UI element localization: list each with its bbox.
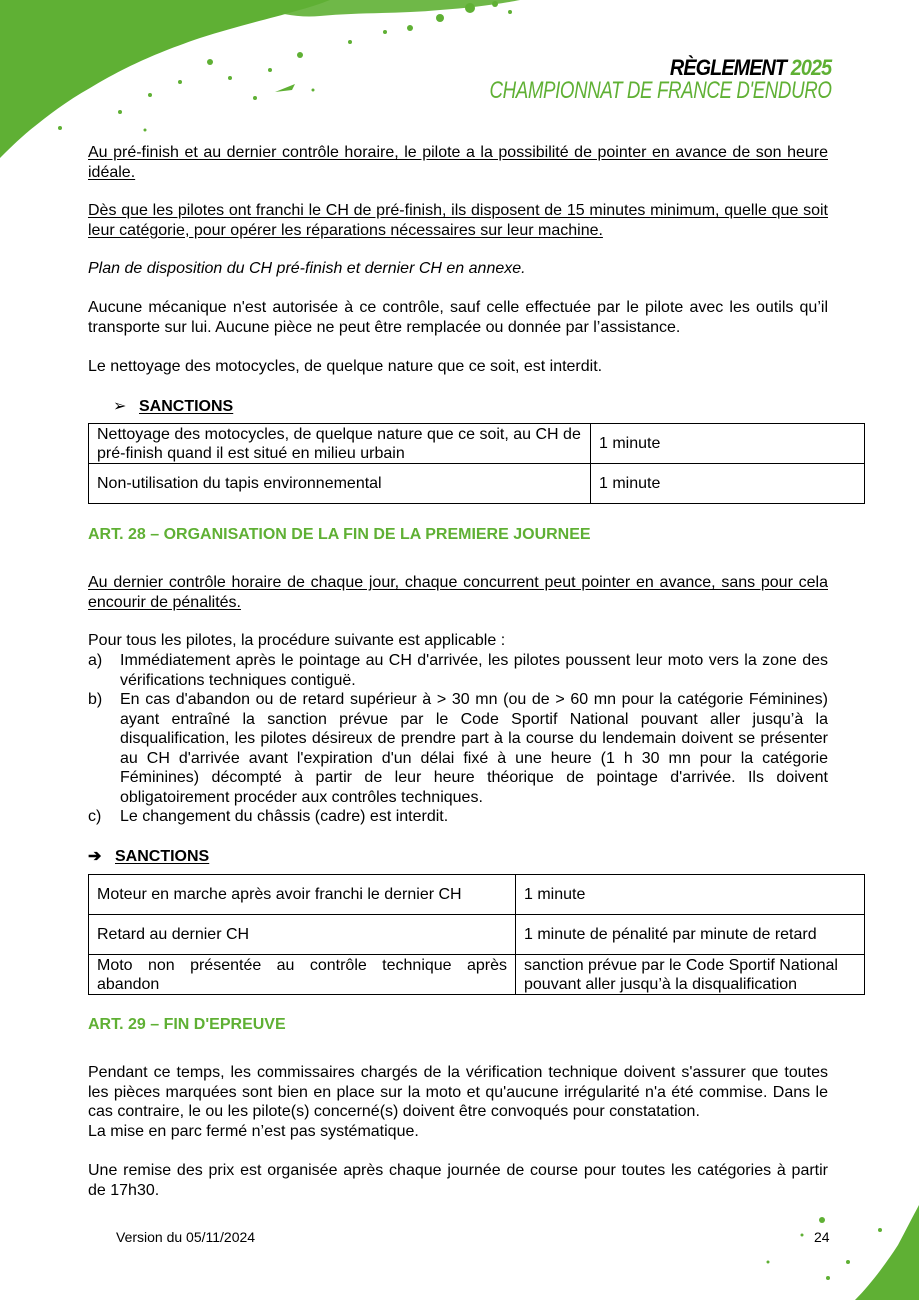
paragraph-last-ch-advance: Au dernier contrôle horaire de chaque jour, chaque concurrent peut pointer en avance, sans pour cela encourir de pénalités. bbox=[88, 574, 828, 611]
paragraph-procedure-intro: Pour tous les pilotes, la procédure suivante est applicable : bbox=[88, 632, 506, 649]
list-marker: b) bbox=[88, 691, 103, 708]
footer-splash-decoration bbox=[760, 1200, 919, 1300]
paragraph-technical-check: Pendant ce temps, les commissaires chargés de la vérification technique doivent s'assurer que toutes les pièces marquées sont bien en place sur la moto et qu'aucune irrégularité n'a été commise. Dans le cas contraire, le ou les pilote(s) concerné(s) doivent être convoqués pour constatation. bbox=[88, 1064, 828, 1120]
arrow-bullet-icon: ➢ bbox=[113, 398, 127, 415]
header-reglement-word: RÈGLEMENT bbox=[669, 55, 786, 80]
article-28-title: ART. 28 – ORGANISATION DE LA FIN DE LA PREMIERE JOURNEE bbox=[88, 526, 591, 543]
paragraph-no-mechanics: Aucune mécanique n'est autorisée à ce contrôle, sauf celle effectuée par le pilote avec les outils qu’il transporte sur lui. Aucune pièce ne peut être remplacée ou donnée par l’assistance. bbox=[88, 299, 828, 336]
list-text: En cas d'abandon ou de retard supérieur à > 30 mn (ou de > 60 mn pour la catégorie Féminines) ayant entraîné la sanction prévue par le Code Sportif National pouvant aller jusqu’à la disqualification, les pilotes désireux de prendre part à la course du lendemain doivent se présenter au CH d'arrivée avant l'expiration d'un délai fixé à une heure (1 h 30 mn pour la catégorie Féminines) décompté à partir de leur heure théorique de pointage d'arrivée. Ils doivent obligatoirement procéder aux contrôles techniques. bbox=[120, 691, 828, 806]
offense-cell: Retard au dernier CH bbox=[89, 915, 516, 955]
list-item bbox=[88, 690, 828, 807]
paragraph-prefinish-advance: Au pré-finish et au dernier contrôle horaire, le pilote a la possibilité de pointer en avance de son heure idéale. bbox=[88, 144, 828, 181]
list-text: Immédiatement après le pointage au CH d'arrivée, les pilotes poussent leur moto vers la zone des vérifications techniques contiguë. bbox=[120, 652, 828, 689]
table-row bbox=[89, 875, 865, 915]
sanctions-table-2 bbox=[88, 874, 865, 995]
footer-version: Version du 05/11/2024 bbox=[116, 1229, 256, 1245]
penalty-cell: 1 minute bbox=[591, 424, 865, 464]
table-row bbox=[89, 464, 865, 504]
table-row bbox=[89, 915, 865, 955]
offense-cell: Non-utilisation du tapis environnemental bbox=[89, 464, 591, 504]
paragraph-plan-annex: Plan de disposition du CH pré-finish et dernier CH en annexe. bbox=[88, 260, 526, 277]
sanctions-label: SANCTIONS bbox=[139, 398, 234, 415]
paragraph-prize-giving: Une remise des prix est organisée après chaque journée de course pour toutes les catégories à partir de 17h30. bbox=[88, 1162, 828, 1199]
article-29-title: ART. 29 – FIN D'EPREUVE bbox=[88, 1016, 286, 1033]
penalty-cell: 1 minute de pénalité par minute de retard bbox=[516, 915, 865, 955]
sanctions-table-1 bbox=[88, 423, 865, 504]
header-championship: CHAMPIONNAT DE FRANCE D'ENDURO bbox=[488, 77, 831, 104]
list-item bbox=[88, 807, 828, 827]
list-marker: c) bbox=[88, 808, 102, 825]
page-number: 24 bbox=[814, 1229, 830, 1245]
table-row bbox=[89, 955, 865, 995]
list-marker: a) bbox=[88, 652, 103, 669]
penalty-cell: sanction prévue par le Code Sportif National pouvant aller jusqu’à la disqualification bbox=[516, 955, 865, 995]
table-row bbox=[89, 424, 865, 464]
offense-cell: Moto non présentée au contrôle technique après abandon bbox=[89, 955, 516, 995]
sanctions-label: SANCTIONS bbox=[115, 848, 210, 865]
bold-arrow-icon: ➔ bbox=[88, 848, 102, 865]
list-item bbox=[88, 651, 828, 690]
paragraph-cleaning-forbidden: Le nettoyage des motocycles, de quelque nature que ce soit, est interdit. bbox=[88, 358, 603, 375]
penalty-cell: 1 minute bbox=[516, 875, 865, 915]
paragraph-parc-ferme: La mise en parc fermé n’est pas systématique. bbox=[88, 1123, 419, 1140]
paragraph-prefinish-repairs: Dès que les pilotes ont franchi le CH de pré-finish, ils disposent de 15 minutes minimum, quelle que soit leur catégorie, pour opérer les réparations nécessaires sur leur machine. bbox=[88, 202, 828, 239]
offense-cell: Nettoyage des motocycles, de quelque nature que ce soit, au CH de pré-finish quand il est situé en milieu urbain bbox=[89, 424, 591, 464]
sanctions-heading-2 bbox=[88, 846, 209, 866]
header-splash-decoration bbox=[0, 0, 560, 160]
header-year: 2025 bbox=[790, 55, 831, 80]
sanctions-heading-1 bbox=[113, 396, 233, 416]
list-text: Le changement du châssis (cadre) est interdit. bbox=[120, 808, 449, 825]
penalty-cell: 1 minute bbox=[591, 464, 865, 504]
offense-cell: Moteur en marche après avoir franchi le dernier CH bbox=[89, 875, 516, 915]
